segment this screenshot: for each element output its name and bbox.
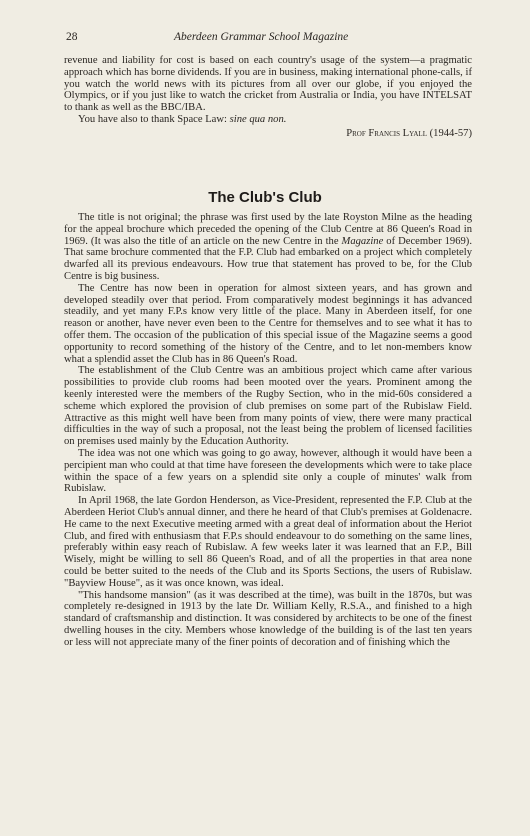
running-title: Aberdeen Grammar School Magazine — [174, 31, 349, 43]
paragraph: revenue and liability for cost is based on each country's usage of the system—a pragmatic approach which has borne dividends. If you are in business, making international phone-calls, if you watch the world news with its pictures from all over our globe, if you enjoyed the Olympics, or if you just like to watch the cricket from Australia or India, you have INTELSAT to thank as well as the BBC/IBA. — [64, 55, 472, 114]
paragraph: You have also to thank Space Law: sine qua non. — [78, 113, 287, 125]
paragraph: "This handsome mansion" (as it was described at the time), was built in the 1870s, but was completely re-designed in 1913 by the late Dr. William Kelly, R.S.A., and finished to a high standard of craftsmanship and distinction. It was considered by architects to be one of the finest dwelling houses in the city. Members whose knowledge of the building is of the last ten years or less will not appreciate many of the finer points of decoration and of finishing which the — [64, 589, 472, 648]
paragraph: The idea was not one which was going to go away, however, although it would have been a percipient man who could at that time have foreseen the developments which were to take place within the space of a few years on a splendid site only a couple of minutes' walk from Rubislaw. — [64, 447, 472, 495]
article-body — [64, 212, 472, 648]
paragraph: The establishment of the Club Centre was an ambitious project which came after various possibilities to provide club rooms had been mooted over the years. Prominent among the keenly interested were the members of the Rugby Section, who in the mid-60s considered a scheme which explored the provision of club premises on some part of the Rubislaw Field. Attractive as this might well have been from many points of view, there were many practical difficulties in the way of such a proposal, not the least being the problem of licensed facilities on premises used mainly by the Education Authority. — [64, 365, 472, 448]
paragraph: The Centre has now been in operation for almost sixteen years, and has grown and developed steadily over that period. From comparatively modest beginnings it has advanced steadily, and yet many F.P.s know very little of the place. Many in Aberdeen itself, for one reason or another, have never even been to the Centre for themselves and to see what it has to offer them. The occasion of the publication of this special issue of the Magazine seems a good opportunity to record something of the history of the Centre, and to let non-members know what a splendid asset the Club has in 86 Queen's Road. — [64, 282, 472, 365]
author-signature: Prof Francis Lyall (1944-57) — [346, 127, 472, 139]
previous-article-ending — [64, 55, 472, 140]
article-title: The Club's Club — [208, 189, 322, 206]
paragraph: In April 1968, the late Gordon Henderson, as Vice-President, represented the F.P. Club at the Aberdeen Heriot Club's annual dinner, and there he heard of that Club's premises at Goldenacre. He came to the next Executive meeting armed with a great deal of information about the Heriot Club, and fired with enthusiasm that F.P.s should endeavour to do something on the same lines, preferably within easy reach of Rubislaw. A few weeks later it was learned that an F.P., Bill Wisely, might be willing to sell 86 Queen's Road, and of all the properties in that area none could be better suited to the needs of the Club and its Sports Sections, the users of Rubislaw. "Bayview House", as it was once known, was ideal. — [64, 495, 472, 589]
page-number: 28 — [66, 31, 78, 43]
paragraph: The title is not original; the phrase was first used by the late Royston Milne as the heading for the appeal brochure which preceded the opening of the Club Centre at 86 Queen's Road in 1969. (It was also the title of an article on the new Centre in the Magazine of December 1969). That same brochure commented that the F.P. Club had embarked on a project which completely dwarfed all its previous endeavours. How true that statement has proved to be, for the Club Centre is big business. — [64, 212, 472, 282]
